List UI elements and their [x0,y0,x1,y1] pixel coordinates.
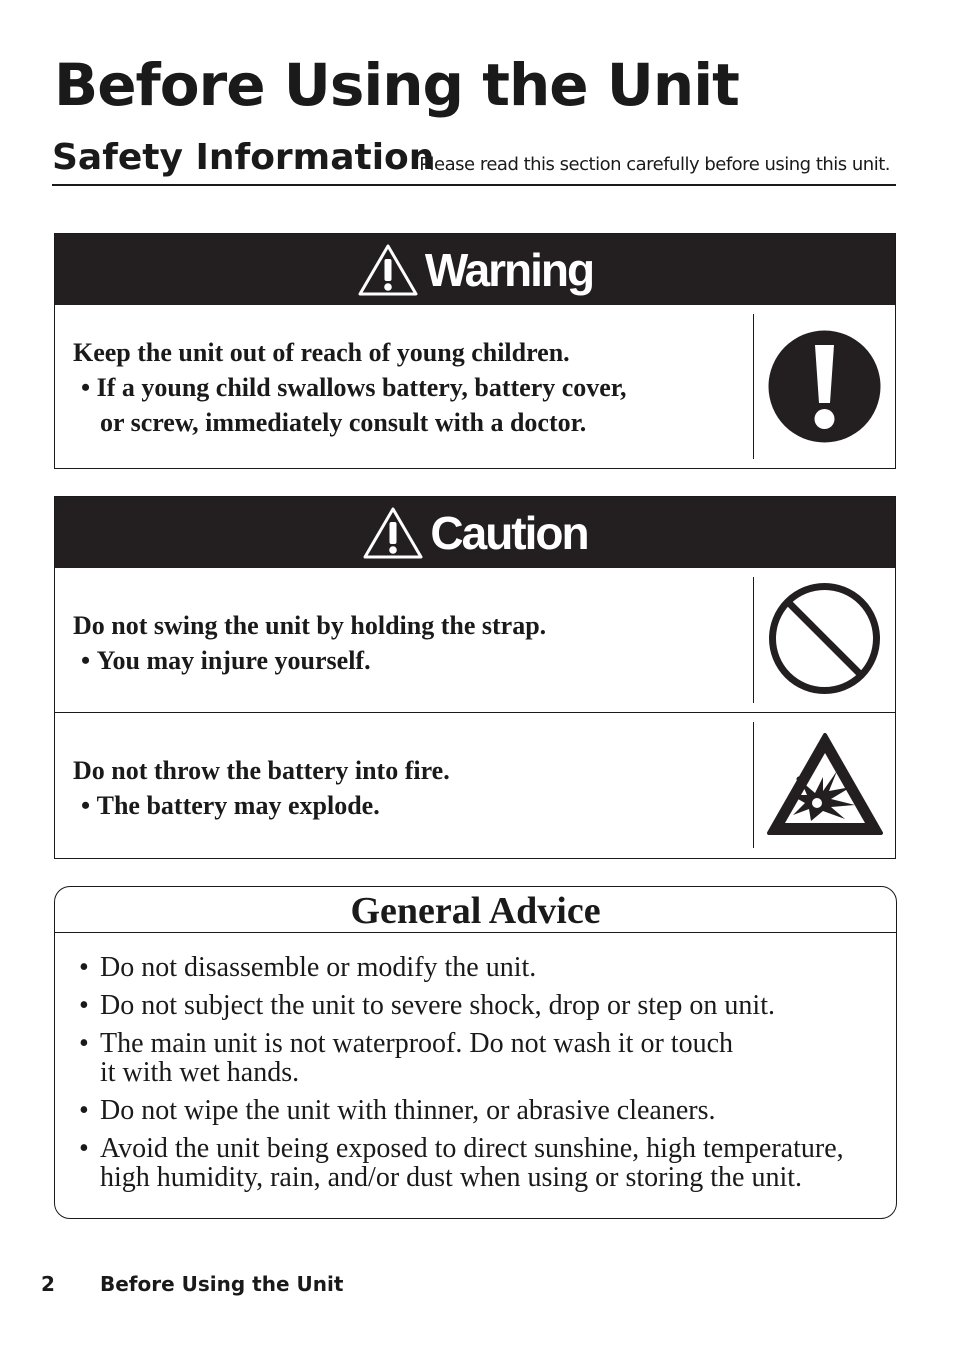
warning-row [55,305,895,468]
list-item: • Do not wipe the unit with thinner, or abrasive cleaners. [79,1095,716,1126]
warning-text [73,335,626,440]
warning-bullet-continued: or screw, immediately consult with a doctor. [100,408,587,437]
explosion-hazard-icon [765,731,885,839]
warning-triangle-icon [357,243,419,297]
footer-title: Before Using the Unit [100,1272,344,1296]
warning-heading: Keep the unit out of reach of young children. [73,338,570,367]
caution-heading: Do not throw the battery into fire. [73,756,450,785]
warning-header [55,234,895,305]
general-advice-box [54,886,897,1219]
page-number: 2 [41,1272,55,1296]
warning-label: Warning [424,243,594,296]
general-advice-divider [55,932,896,933]
caution-heading: Do not swing the unit by holding the strap. [73,611,547,640]
list-item: • Do not disassemble or modify the unit. [79,952,537,983]
caution-triangle-icon [362,506,424,560]
general-advice-title: General Advice [350,890,601,932]
caution-text-battery [73,753,450,823]
section-title: Safety Information [52,137,435,178]
caution-header [55,497,895,568]
mandatory-action-icon [767,329,882,444]
section-header [52,134,896,186]
warning-box [54,233,896,469]
caution-row-strap [55,568,895,712]
caution-divider [753,722,754,848]
caution-label: Caution [430,506,588,559]
page-title: Before Using the Unit [54,51,739,119]
section-note: Please read this section carefully before using this unit. [419,154,890,175]
warning-divider [753,314,754,459]
prohibition-icon [767,581,882,696]
caution-bullet: • You may injure yourself. [81,646,371,675]
list-item: • Avoid the unit being exposed to direct sunshine, high temperature, high humidity, rain, and/or dust when using or storing the unit. [79,1133,844,1193]
caution-bullet: • The battery may explode. [81,791,380,820]
caution-text-strap [73,608,546,678]
general-advice-list [79,953,879,1201]
list-item: • Do not subject the unit to severe shock, drop or step on unit. [79,990,775,1021]
caution-divider [753,577,754,703]
caution-box [54,496,896,859]
list-item: • The main unit is not waterproof. Do not wash it or touch it with wet hands. [79,1028,733,1088]
caution-row-battery [55,712,895,857]
warning-bullet: • If a young child swallows battery, battery cover, [81,373,627,402]
